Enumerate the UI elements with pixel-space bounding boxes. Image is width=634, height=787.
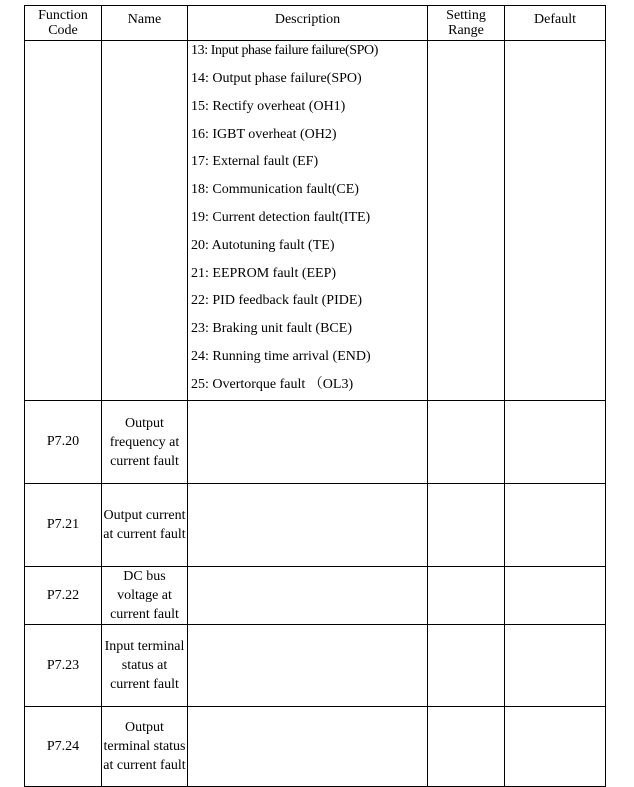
- list-item: 17: External fault (EF): [191, 154, 319, 170]
- list-item: 20: Autotuning fault (TE): [191, 237, 335, 253]
- description-cell: [188, 625, 428, 707]
- setting-cell: [428, 625, 505, 707]
- list-item: 25: Overtorque fault （OL3): [191, 376, 354, 392]
- fault-type-list: [188, 41, 428, 401]
- list-item: 24: Running time arrival (END): [191, 348, 371, 364]
- table-row: [25, 707, 606, 787]
- list-item: 21: EEPROM fault (EEP): [191, 265, 337, 281]
- function-code: P7.21: [25, 484, 102, 567]
- function-code: P7.20: [25, 401, 102, 484]
- default-cell: [505, 707, 606, 787]
- description-cell: [188, 567, 428, 625]
- code-cell: [25, 41, 102, 401]
- parameter-table: [24, 5, 606, 787]
- setting-cell: [428, 567, 505, 625]
- header-default: Default: [505, 6, 606, 41]
- function-code: P7.23: [25, 625, 102, 707]
- parameter-name: Output current at current fault: [102, 484, 188, 567]
- header-name: Name: [102, 6, 188, 41]
- default-cell: [505, 484, 606, 567]
- setting-cell: [428, 41, 505, 401]
- parameter-name: Output terminal status at current fault: [102, 707, 188, 787]
- setting-cell: [428, 484, 505, 567]
- header-description: Description: [188, 6, 428, 41]
- default-cell: [505, 625, 606, 707]
- default-cell: [505, 41, 606, 401]
- default-cell: [505, 567, 606, 625]
- default-cell: [505, 401, 606, 484]
- setting-cell: [428, 707, 505, 787]
- function-code: P7.24: [25, 707, 102, 787]
- list-item: 19: Current detection fault(ITE): [191, 209, 371, 225]
- table-row: [25, 401, 606, 484]
- header-function-code: Function Code: [25, 6, 102, 41]
- list-item: 15: Rectify overheat (OH1): [191, 98, 346, 114]
- description-cell: [188, 401, 428, 484]
- list-item: 18: Communication fault(CE): [191, 182, 359, 198]
- function-code: P7.22: [25, 567, 102, 625]
- list-item: 23: Braking unit fault (BCE): [191, 321, 352, 337]
- table-row: [25, 567, 606, 625]
- list-item: 13: Input phase failure failure(SPO): [191, 43, 378, 58]
- list-item: 22: PID feedback fault (PIDE): [191, 293, 363, 309]
- header-setting-range: Setting Range: [428, 6, 505, 41]
- setting-cell: [428, 401, 505, 484]
- table-row: [25, 41, 606, 401]
- description-cell: [188, 707, 428, 787]
- list-item: 16: IGBT overheat (OH2): [191, 126, 337, 142]
- parameter-name: Output frequency at current fault: [102, 401, 188, 484]
- description-cell: [188, 484, 428, 567]
- name-cell: [102, 41, 188, 401]
- parameter-name: Input terminal status at current fault: [102, 625, 188, 707]
- table-row: [25, 484, 606, 567]
- table-row: [25, 625, 606, 707]
- parameter-name: DC bus voltage at current fault: [102, 567, 188, 625]
- header-row: [25, 6, 606, 41]
- list-item: 14: Output phase failure(SPO): [191, 71, 362, 86]
